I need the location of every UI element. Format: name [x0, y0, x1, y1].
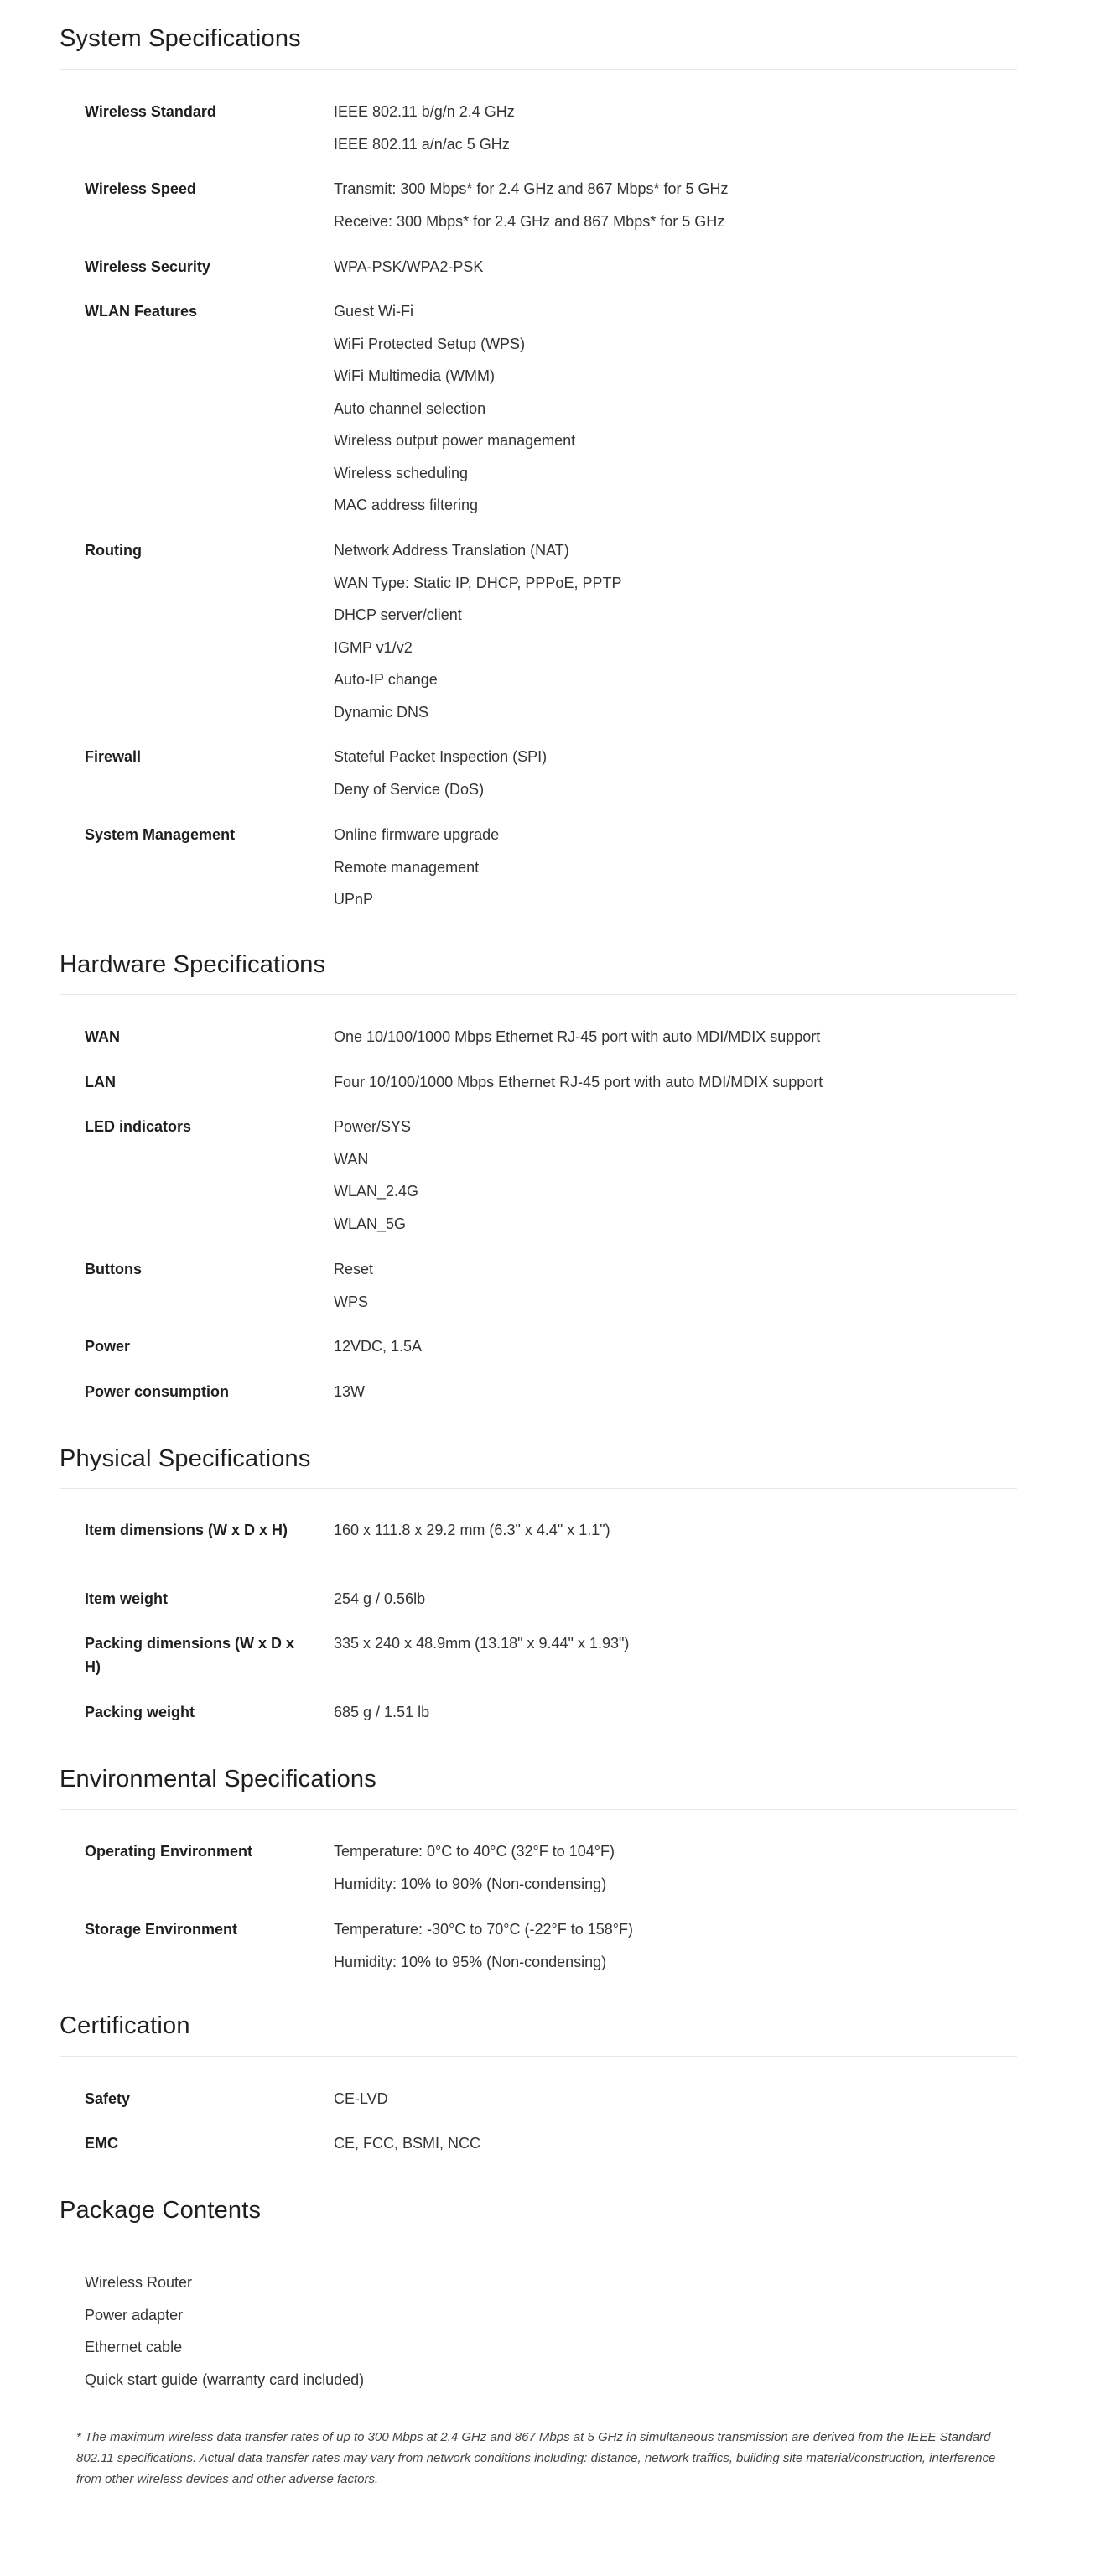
spec-label-wireless-standard: Wireless Standard — [85, 103, 216, 120]
spec-label-storage-environment: Storage Environment — [85, 1921, 238, 1938]
spec-value: CE, FCC, BSMI, NCC — [334, 2135, 481, 2152]
spec-value: WAN — [334, 1150, 369, 1168]
spec-value: WAN Type: Static IP, DHCP, PPPoE, PPTP — [334, 574, 622, 591]
spec-values-packing-weight — [334, 1700, 1005, 1733]
spec-value: WLAN_5G — [334, 1215, 407, 1232]
spec-value: 685 g / 1.51 lb — [334, 1704, 430, 1720]
package-contents-list — [85, 2271, 839, 2400]
spec-value: Wireless scheduling — [334, 464, 469, 481]
spec-values-safety — [334, 2087, 1005, 2120]
spec-value: Humidity: 10% to 95% (Non-condensing) — [334, 1953, 607, 1970]
spec-value: Reset — [334, 1261, 374, 1278]
footnote: * The maximum wireless data transfer rates of up to 300 Mbps at 2.4 GHz and 867 Mbps at 5 GHz in simultaneous transmission are derived from the IEEE Standard 802.11 specifications. Actual data transfer rates may vary from network conditions including: distance, network traffics, building site material/construction, interference from other wireless devices and other adverse factors. — [76, 2430, 996, 2486]
spec-value: CE-LVD — [334, 2090, 388, 2107]
section-title-hardware: Hardware Specifications — [60, 951, 326, 978]
spec-label-emc: EMC — [85, 2135, 118, 2152]
spec-values-buttons — [334, 1257, 1005, 1322]
spec-value: Remote management — [334, 858, 480, 876]
spec-label-power: Power — [85, 1338, 131, 1355]
spec-label-wireless-speed: Wireless Speed — [85, 180, 196, 197]
spec-label-safety: Safety — [85, 2090, 131, 2107]
spec-value: 13W — [334, 1383, 366, 1400]
spec-values-operating-environment — [334, 1840, 1005, 1904]
spec-values-power-consumption — [334, 1380, 1005, 1413]
spec-value: Dynamic DNS — [334, 703, 429, 721]
section-title-certification: Certification — [60, 2012, 190, 2039]
spec-value: Deny of Service (DoS) — [334, 780, 485, 798]
list-item: Wireless Router — [85, 2274, 193, 2291]
spec-value: Temperature: 0°C to 40°C (32°F to 104°F) — [334, 1843, 615, 1860]
spec-value: Receive: 300 Mbps* for 2.4 GHz and 867 Mbps* for 5 GHz — [334, 212, 725, 230]
spec-label-buttons: Buttons — [85, 1261, 142, 1278]
spec-values-led-indicators — [334, 1115, 1005, 1244]
spec-label-packing-dimensions: Packing dimensions (W x D x H) — [85, 1635, 295, 1675]
spec-value: One 10/100/1000 Mbps Ethernet RJ-45 port with auto MDI/MDIX support — [334, 1028, 821, 1045]
spec-label-firewall: Firewall — [85, 748, 142, 765]
spec-label-wan: WAN — [85, 1028, 120, 1045]
spec-values-item-weight — [334, 1587, 1005, 1620]
spec-value: 254 g / 0.56lb — [334, 1590, 426, 1607]
section-divider — [60, 2056, 1017, 2057]
spec-values-routing — [334, 539, 1005, 732]
spec-label-lan: LAN — [85, 1074, 116, 1090]
spec-label-item-dimensions: Item dimensions (W x D x H) — [85, 1522, 288, 1538]
spec-value: WiFi Protected Setup (WPS) — [334, 335, 526, 352]
spec-values-emc — [334, 2131, 1005, 2164]
spec-value: WiFi Multimedia (WMM) — [334, 367, 495, 384]
spec-value: Four 10/100/1000 Mbps Ethernet RJ-45 port with auto MDI/MDIX support — [334, 1074, 823, 1090]
spec-label-packing-weight: Packing weight — [85, 1704, 195, 1720]
spec-value: Transmit: 300 Mbps* for 2.4 GHz and 867 Mbps* for 5 GHz — [334, 180, 729, 197]
spec-values-power — [334, 1335, 1005, 1367]
spec-label-power-consumption: Power consumption — [85, 1383, 230, 1400]
spec-values-packing-dimensions — [334, 1631, 1005, 1664]
spec-values-wlan-features — [334, 299, 1005, 526]
spec-values-firewall — [334, 745, 1005, 809]
section-title-package-contents: Package Contents — [60, 2197, 262, 2224]
spec-label-wireless-security: Wireless Security — [85, 258, 210, 275]
section-divider — [60, 69, 1017, 70]
list-item: Quick start guide (warranty card included) — [85, 2370, 365, 2388]
spec-value: UPnP — [334, 891, 374, 908]
spec-label-item-weight: Item weight — [85, 1590, 169, 1607]
spec-value: Guest Wi-Fi — [334, 303, 414, 320]
spec-value: 12VDC, 1.5A — [334, 1338, 423, 1355]
spec-value: WLAN_2.4G — [334, 1183, 419, 1200]
spec-label-operating-environment: Operating Environment — [85, 1843, 253, 1860]
spec-value: Online firmware upgrade — [334, 826, 500, 843]
spec-values-wireless-speed — [334, 177, 1005, 242]
spec-value: Network Address Translation (NAT) — [334, 542, 569, 559]
section-divider — [60, 1488, 1017, 1489]
spec-label-led-indicators: LED indicators — [85, 1118, 192, 1135]
spec-value: 335 x 240 x 48.9mm (13.18" x 9.44" x 1.93") — [334, 1635, 630, 1652]
spec-value: 160 x 111.8 x 29.2 mm (6.3" x 4.4" x 1.1") — [334, 1522, 610, 1538]
spec-values-system-management — [334, 823, 1005, 920]
spec-value: Stateful Packet Inspection (SPI) — [334, 748, 548, 765]
spec-values-storage-environment — [334, 1918, 1005, 1982]
section-divider — [60, 1809, 1017, 1810]
section-title-environmental: Environmental Specifications — [60, 1766, 376, 1793]
spec-values-item-dimensions — [334, 1518, 1005, 1551]
spec-values-wireless-security — [334, 255, 1005, 288]
section-title-physical: Physical Specifications — [60, 1445, 311, 1472]
spec-value: IGMP v1/v2 — [334, 638, 413, 656]
spec-value: IEEE 802.11 a/n/ac 5 GHz — [334, 135, 510, 153]
spec-values-lan — [334, 1070, 1005, 1103]
spec-value: Wireless output power management — [334, 432, 576, 449]
section-divider — [60, 994, 1017, 995]
spec-values-wan — [334, 1025, 1005, 1058]
spec-value: MAC address filtering — [334, 497, 479, 513]
spec-value: Auto-IP change — [334, 671, 438, 688]
spec-value: Power/SYS — [334, 1118, 412, 1135]
spec-values-wireless-standard — [334, 100, 1005, 164]
spec-value: Temperature: -30°C to 70°C (-22°F to 158°F) — [334, 1921, 633, 1938]
spec-label-system-management: System Management — [85, 826, 236, 843]
spec-label-wlan-features: WLAN Features — [85, 303, 198, 320]
section-title-system: System Specifications — [60, 25, 301, 52]
list-item: Power adapter — [85, 2306, 184, 2324]
spec-value: DHCP server/client — [334, 606, 462, 623]
spec-value: WPS — [334, 1293, 369, 1310]
spec-value: Auto channel selection — [334, 399, 486, 417]
spec-value: IEEE 802.11 b/g/n 2.4 GHz — [334, 103, 515, 120]
spec-label-routing: Routing — [85, 542, 142, 559]
spec-value: Humidity: 10% to 90% (Non-condensing) — [334, 1875, 607, 1892]
list-item: Ethernet cable — [85, 2339, 183, 2355]
spec-value: WPA-PSK/WPA2-PSK — [334, 258, 484, 275]
